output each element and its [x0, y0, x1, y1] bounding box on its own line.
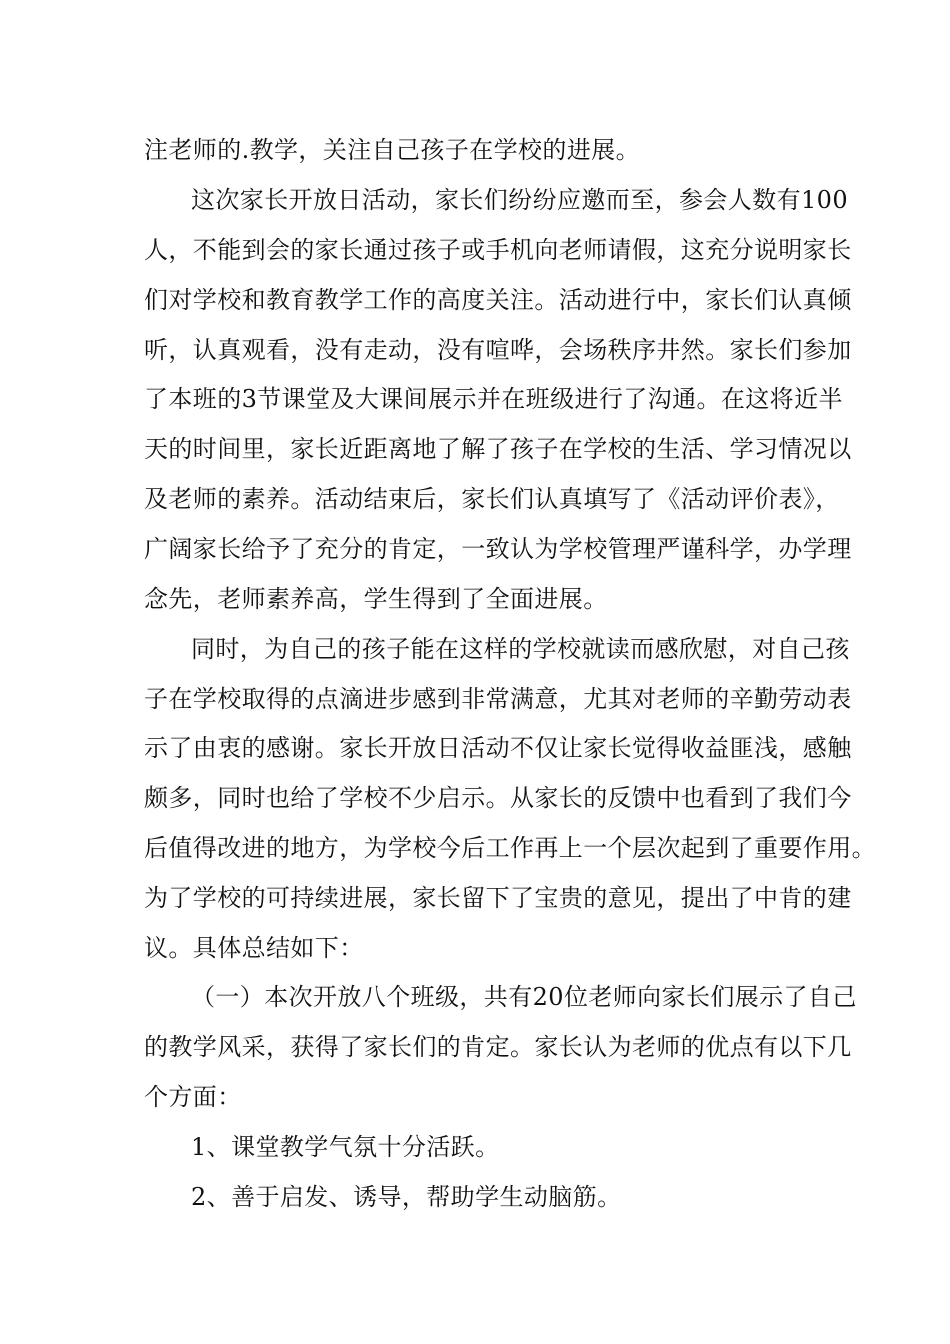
list-item: 1、课堂教学气氛十分活跃。 — [191, 1133, 500, 1161]
text-line: 及老师的素养。活动结束后，家长们认真填写了《活动评价表》， — [144, 485, 840, 513]
text-line: 天的时间里，家长近距离地了解了孩子在学校的生活、学习情况以 — [144, 435, 852, 463]
text-line: 这次家长开放日活动，家长们纷纷应邀而至，参会人数有100 — [191, 186, 849, 214]
text-line: 示了由衷的感谢。家长开放日活动不仅让家长觉得收益匪浅，感触 — [144, 734, 852, 762]
text-line: 听，认真观看，没有走动，没有喧哗，会场秩序井然。家长们参加 — [144, 336, 852, 364]
text-line: （一）本次开放八个班级，共有20位老师向家长们展示了自己 — [191, 983, 857, 1011]
text-line: 注老师的.教学，关注自己孩子在学校的进展。 — [144, 136, 641, 164]
text-line: 念先，老师素养高，学生得到了全面进展。 — [144, 585, 608, 613]
text-line: 颇多，同时也给了学校不少启示。从家长的反馈中也看到了我们今 — [144, 784, 852, 812]
list-item: 2、善于启发、诱导，帮助学生动脑筋。 — [191, 1183, 622, 1211]
text-line: 广阔家长给予了充分的肯定，一致认为学校管理严谨科学，办学理 — [144, 535, 852, 563]
text-line: 们对学校和教育教学工作的高度关注。活动进行中，家长们认真倾 — [144, 286, 852, 314]
text-line: 为了学校的可持续进展，家长留下了宝贵的意见，提出了中肯的建 — [144, 884, 852, 912]
text-line: 了本班的3节课堂及大课间展示并在班级进行了沟通。在这将近半 — [144, 385, 843, 413]
text-line: 的教学风采，获得了家长们的肯定。家长认为老师的优点有以下几 — [144, 1033, 852, 1061]
text-line: 议。具体总结如下： — [144, 934, 364, 962]
text-line: 个方面： — [144, 1083, 242, 1111]
text-line: 子在学校取得的点滴进步感到非常满意，尤其对老师的辛勤劳动表 — [144, 685, 852, 713]
text-line: 后值得改进的地方，为学校今后工作再上一个层次起到了重要作用。 — [144, 834, 876, 862]
text-line: 人，不能到会的家长通过孩子或手机向老师请假，这充分说明家长 — [144, 236, 852, 264]
text-line: 同时，为自己的孩子能在这样的学校就读而感欣慰，对自己孩 — [191, 635, 850, 663]
